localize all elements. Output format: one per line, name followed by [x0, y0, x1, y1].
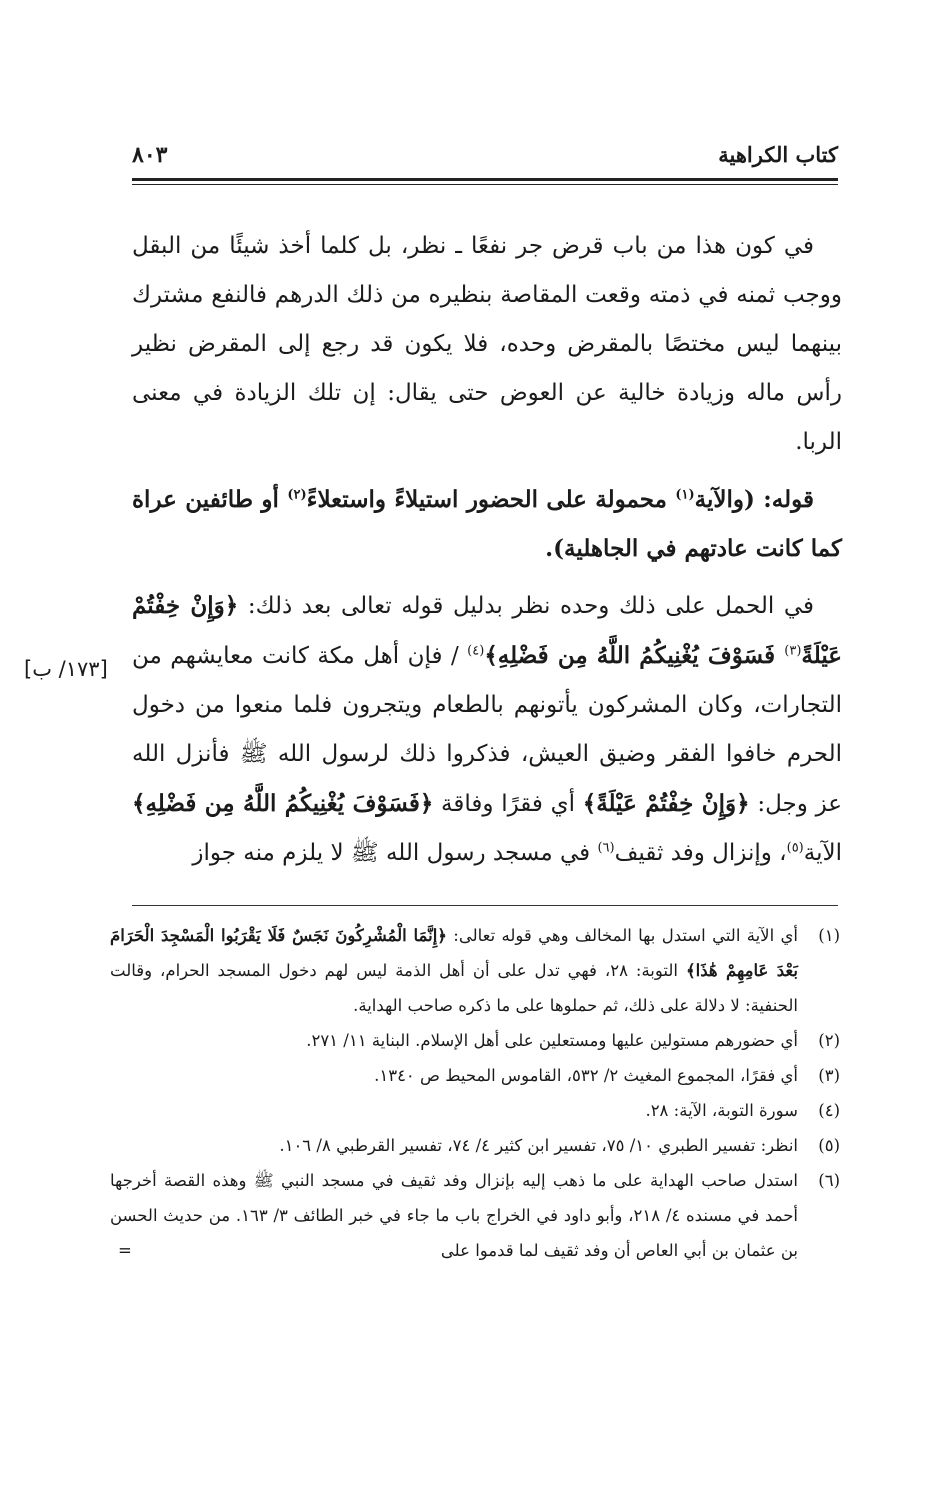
footnote-5: [110, 1128, 840, 1163]
page-number: ٨٠٣: [132, 142, 168, 168]
footnote-number: (١): [818, 926, 840, 945]
footnote-ref-5[interactable]: (٥): [786, 840, 804, 856]
footnote-2: [110, 1023, 840, 1058]
p3-text-b: / فإن أهل مكة كانت معايشهم من التجارات، وكان المشركون يأتونهم بالطعام ويتجرون فلما منعوا من دخول الحرم خافوا الفقر وضيق العيش، فذكروا ذلك لرسول الله ﷺ فأنزل الله عز وجل:: [132, 643, 843, 817]
footnote-text-cont: التوبة: ٢٨، فهي تدل على أن أهل الذمة ليس لهم دخول المسجد الحرام، وقالت الحنفية: لا دلالة على ذلك، ثم حملوها على ما ذكره صاحب الهداية.: [110, 961, 798, 1015]
p3-text-c: أي فقرًا وفاقة: [433, 791, 583, 817]
p2-text-c: أو طائفين عراة كما كانت عادتهم في الجاهلية).: [132, 486, 842, 562]
margin-folio-note: [١٧٣/ ب]: [24, 657, 108, 681]
paragraph-1: [132, 222, 842, 467]
footnote-ref-6[interactable]: (٦): [597, 840, 615, 856]
footnote-1: [110, 918, 840, 1023]
p3-text-e: ، وإنزال وفد ثقيف: [614, 840, 787, 866]
footnote-number: (٣): [818, 1066, 840, 1085]
footnote-text: أي فقرًا، المجموع المغيث ٢/ ٥٣٢، القاموس المحيط ص ١٣٤٠.: [374, 1066, 798, 1085]
footnote-quran-quote: ﴿إِنَّمَا الْمُشْرِكُونَ نَجَسٌ فَلَا يَقْرَبُوا الْمَسْجِدَ الْحَرَامَ بَعْدَ عَامِهِمْ هَٰذَا﴾: [110, 926, 798, 980]
paragraph-3: [132, 581, 842, 878]
footnote-text: أي الآية التي استدل بها المخالف وهي قوله تعالى:: [446, 926, 798, 945]
quran-quote-1a: ﴿وَإِنْ خِفْتُمْ عَيْلَةً: [132, 592, 842, 669]
footnote-ref-3[interactable]: (٣): [784, 643, 802, 659]
footnote-text: أي حضورهم مستولين عليها ومستعلين على أهل الإسلام. البناية ١١/ ٢٧١.: [306, 1031, 798, 1050]
paragraph-1-text: في كون هذا من باب قرض جر نفعًا ـ نظر، بل كلما أخذ شيئًا من البقل ووجب ثمنه في ذمته وقعت المقاصة بنظيره من ذلك الدرهم فالنفع مشترك بينهما ليس مختصًا بالمقرض وحده، فلا يكون قد رجع إلى المقرض نظير رأس ماله وزيادة خالية عن العوض حتى يقال: إن تلك الزيادة في معنى الربا.: [132, 233, 842, 455]
footnote-6: [110, 1163, 840, 1268]
footnote-text: سورة التوبة، الآية: ٢٨.: [645, 1101, 798, 1120]
footnote-4: [110, 1093, 840, 1128]
paragraph-2: [132, 475, 842, 573]
quran-quote-2: ﴿وَإِنْ خِفْتُمْ عَيْلَةً﴾: [582, 790, 750, 817]
footnotes: [110, 918, 840, 1268]
p2-text-b: محمولة على الحضور استيلاءً واستعلاءً: [306, 486, 676, 513]
running-header: [132, 138, 838, 180]
main-text: [132, 222, 842, 886]
footnote-ref-1[interactable]: (١): [675, 487, 695, 503]
header-rule: [132, 178, 838, 181]
footnote-number: (٥): [818, 1136, 840, 1155]
footnote-separator: [132, 905, 838, 906]
header-rule-thin: [132, 184, 838, 185]
book-section-title: كتاب الكراهية: [718, 142, 838, 167]
footnote-3: [110, 1058, 840, 1093]
p3-text-a: في الحمل على ذلك وحده نظر بدليل قوله تعالى بعد ذلك:: [238, 593, 814, 619]
p3-text-d: الآية: [803, 840, 842, 866]
footnote-ref-4[interactable]: (٤): [467, 643, 485, 659]
footnote-number: (٦): [818, 1171, 840, 1190]
p3-text-f: في مسجد رسول الله ﷺ لا يلزم منه جواز: [192, 840, 598, 866]
quran-quote-1b: فَسَوْفَ يُغْنِيكُمُ اللَّهُ مِن فَضْلِهِ﴾: [484, 642, 785, 669]
footnote-ref-2[interactable]: (٢): [287, 487, 307, 503]
continuation-mark: =: [118, 1241, 132, 1260]
footnote-number: (٤): [818, 1101, 840, 1120]
footnote-text: استدل صاحب الهداية على ما ذهب إليه بإنزال وفد ثقيف في مسجد النبي ﷺ وهذه القصة أخرجها أحمد في مسنده ٤/ ٢١٨، وأبو داود في الخراج باب ما جاء في خبر الطائف ٣/ ١٦٣. من حديث الحسن بن عثمان بن أبي العاص أن وفد ثقيف لما قدموا على: [110, 1171, 799, 1260]
footnote-text: انظر: تفسير الطبري ١٠/ ٧٥، تفسير ابن كثير ٤/ ٧٤، تفسير القرطبي ٨/ ١٠٦.: [279, 1136, 798, 1155]
quran-quote-3: ﴿فَسَوْفَ يُغْنِيكُمُ اللَّهُ مِن فَضْلِهِ﴾: [132, 790, 434, 817]
footnote-number: (٢): [818, 1031, 840, 1050]
p2-text-a: قوله: (والآية: [694, 486, 814, 513]
